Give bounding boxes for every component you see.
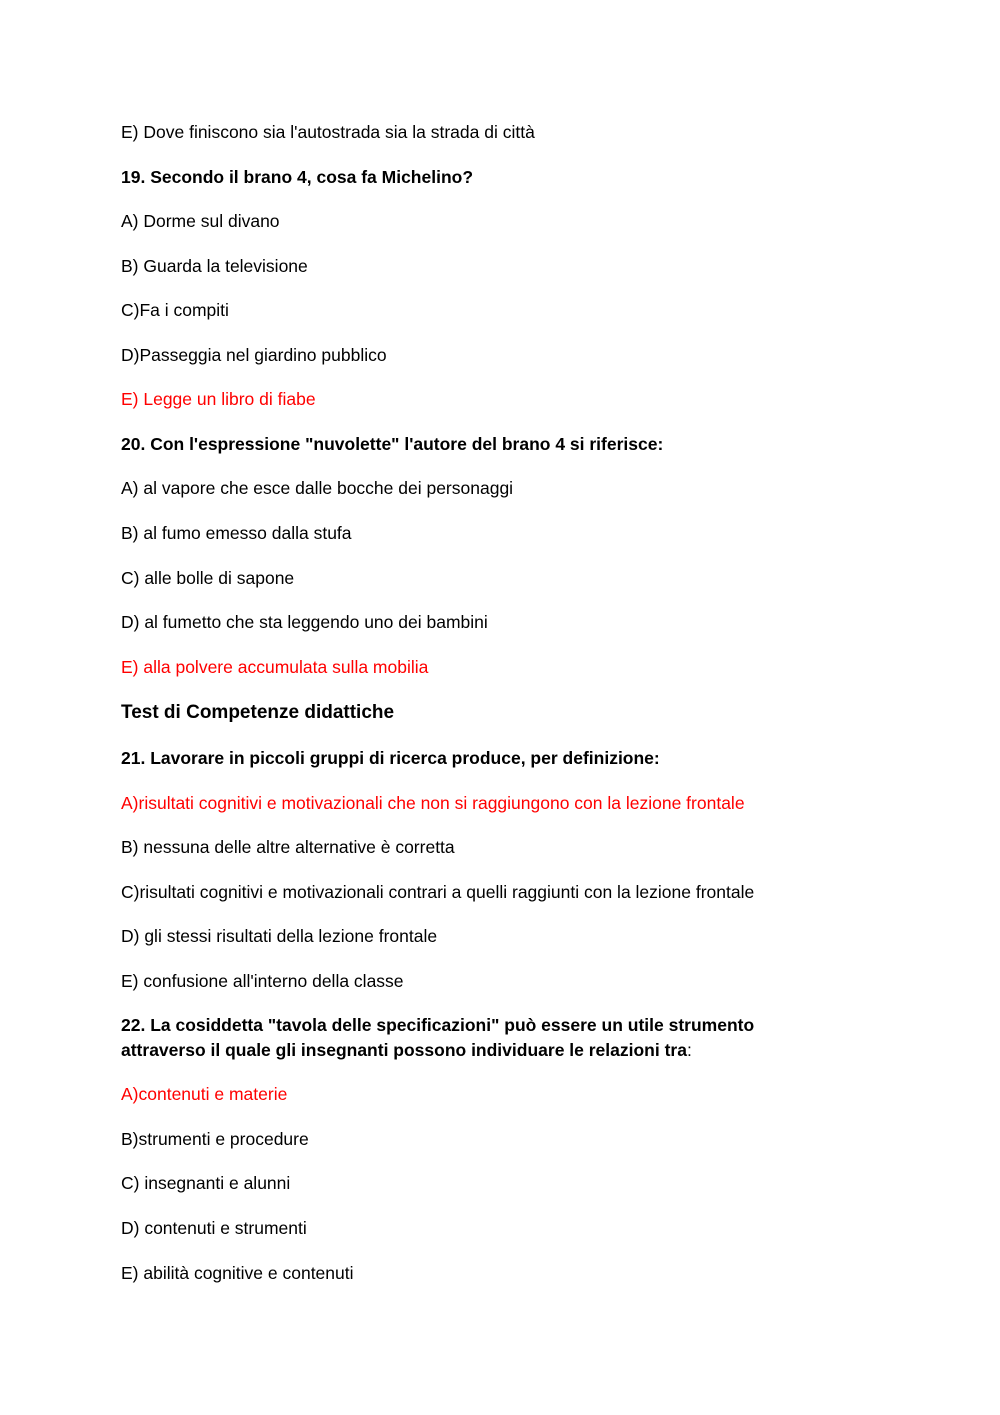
q19-option-d: D)Passeggia nel giardino pubblico [121, 345, 387, 365]
section-title: Test di Competenze didattiche [121, 702, 395, 723]
q21-question: 21. Lavorare in piccoli gruppi di ricerca produce, per definizione: [121, 748, 660, 768]
q21-option-a-correct: A)risultati cognitivi e motivazionali che non si raggiungono con la lezione frontale [121, 793, 745, 813]
q22-question-line2 [121, 1038, 692, 1063]
q19-option-a: A) Dorme sul divano [121, 211, 280, 231]
q20-question: 20. Con l'espressione "nuvolette" l'autore del brano 4 si riferisce: [121, 434, 664, 454]
q22-question-line2-colon: : [686, 1040, 692, 1060]
q19-option-c: C)Fa i compiti [121, 300, 229, 320]
q18-option-e: E) Dove finiscono sia l'autostrada sia la strada di città [121, 122, 535, 142]
q19-option-e-correct: E) Legge un libro di fiabe [121, 389, 316, 409]
q22-option-b: B)strumenti e procedure [121, 1129, 309, 1149]
q22-option-a-correct: A)contenuti e materie [121, 1084, 288, 1104]
q22-option-d: D) contenuti e strumenti [121, 1218, 307, 1238]
q19-option-b: B) Guarda la televisione [121, 256, 308, 276]
q22-question-line2-text: attraverso il quale gli insegnanti possono individuare le relazioni tra [121, 1040, 687, 1060]
q20-option-d: D) al fumetto che sta leggendo uno dei bambini [121, 612, 488, 632]
q21-option-e: E) confusione all'interno della classe [121, 971, 404, 991]
q19-question: 19. Secondo il brano 4, cosa fa Michelino? [121, 167, 474, 187]
q21-option-c: C)risultati cognitivi e motivazionali contrari a quelli raggiunti con la lezione frontale [121, 882, 755, 902]
q22-option-e: E) abilità cognitive e contenuti [121, 1263, 354, 1283]
q20-option-a: A) al vapore che esce dalle bocche dei personaggi [121, 478, 514, 498]
q21-option-b: B) nessuna delle altre alternative è corretta [121, 837, 455, 857]
q20-option-b: B) al fumo emesso dalla stufa [121, 523, 352, 543]
q20-option-e-correct: E) alla polvere accumulata sulla mobilia [121, 657, 429, 677]
q20-option-c: C) alle bolle di sapone [121, 568, 295, 588]
q21-option-d: D) gli stessi risultati della lezione frontale [121, 926, 438, 946]
q22-option-c: C) insegnanti e alunni [121, 1173, 291, 1193]
q22-question-line1: 22. La cosiddetta "tavola delle specificazioni" può essere un utile strumento [121, 1015, 755, 1035]
